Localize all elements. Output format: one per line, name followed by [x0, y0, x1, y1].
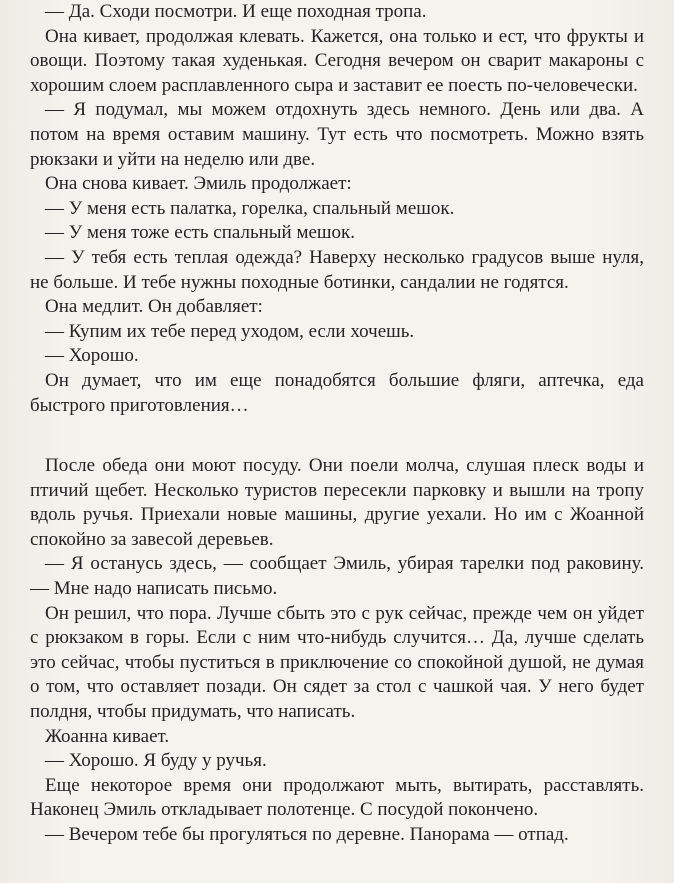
- paragraph: — У тебя есть теплая одежда? Наверху несколько градусов выше нуля, не больше. И тебе нужны походные ботинки, сандалии не годятся.: [30, 246, 644, 293]
- paragraph: Жоанна кивает.: [45, 725, 170, 747]
- paragraph: Она кивает, продолжая клевать. Кажется, она только и ест, что фрукты и овощи. Поэтому такая худенькая. Сегодня вечером он сварит макароны с хорошим слоем расплавленного сыра и заставит ее поесть по-человечески.: [30, 25, 644, 96]
- paragraph: Он решил, что пора. Лучше сбыть это с рук сейчас, прежде чем он уйдет с рюкзаком в горы. Если с ним что-нибудь случится… Да, лучше сделать это сейчас, чтобы пуститься в приключение со спокойной душой, не думая о том, что оставляет позади. Он сядет за стол с чашкой чая. У него будет полдня, чтобы придумать, что написать.: [30, 602, 644, 722]
- paragraph: Она медлит. Он добавляет:: [45, 296, 263, 318]
- paragraph: После обеда они моют посуду. Они поели молча, слушая плеск воды и птичий щебет. Несколько туристов пересекли парковку и вышли на тропу вдоль ручья. Приехали новые машины, другие уехали. Но им с Жоанной спокойно за завесой деревьев.: [30, 455, 644, 550]
- text-section-1: [30, 0, 644, 418]
- paragraph: — Да. Сходи посмотри. И еще походная тропа.: [45, 1, 427, 22]
- paragraph: Она снова кивает. Эмиль продолжает:: [45, 173, 352, 195]
- paragraph: — Я подумал, мы можем отдохнуть здесь немного. День или два. А потом на время оставим машину. Тут есть что посмотреть. Можно взять рюкзаки и уйти на неделю или две.: [30, 99, 644, 170]
- paragraph: Еще некоторое время они продолжают мыть, вытирать, расставлять. Наконец Эмиль откладывает полотенце. С посудой покончено.: [30, 774, 644, 821]
- text-section-2: [30, 454, 644, 848]
- paragraph: — Купим их тебе перед уходом, если хочешь.: [45, 320, 415, 342]
- paragraph: — У меня тоже есть спальный мешок.: [45, 222, 356, 244]
- paragraph: — Я останусь здесь, — сообщает Эмиль, убирая тарелки под раковину. — Мне надо написать письмо.: [30, 553, 644, 599]
- paragraph: — У меня есть палатка, горелка, спальный мешок.: [45, 197, 455, 219]
- paragraph: Он думает, что им еще понадобятся большие фляги, аптечка, еда быстрого приготовления…: [30, 369, 644, 416]
- paragraph: — Хорошо. Я буду у ручья.: [45, 750, 267, 772]
- paragraph: — Хорошо.: [45, 345, 139, 367]
- paragraph: — Вечером тебе бы прогуляться по деревне. Панорама — отпад.: [45, 823, 569, 845]
